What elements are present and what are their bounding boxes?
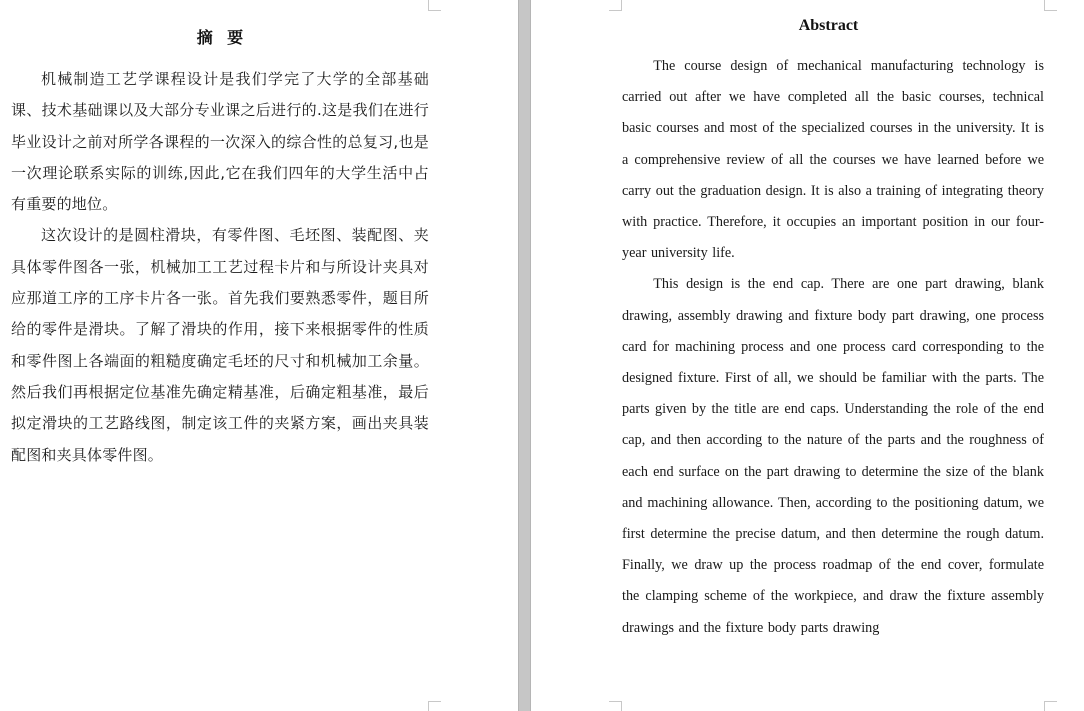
crop-mark-top-left: [609, 0, 622, 11]
crop-mark-bottom-right: [428, 701, 441, 711]
chinese-paragraph-2: 这次设计的是圆柱滑块，有零件图、毛坯图、装配图、夹具体零件图各一张，机械加工工艺过程卡片和与所设计夹具对应那道工序的工序卡片各一张。首先我们要熟悉零件，题目所给的零件是滑块。了解了滑块的作用，接下来根据零件的性质和零件图上各端面的粗糙度确定毛坯的尺寸和机械加工余量。然后我们再根据定位基准先确定精基准，后确定粗基准，最后拟定滑块的工艺路线图，制定该工件的夹紧方案，画出夹具装配图和夹具体零件图。: [11, 226, 429, 464]
chinese-abstract-body: [11, 64, 429, 471]
page-separator-edge-left: [518, 0, 519, 711]
page-english-abstract: [531, 0, 1084, 711]
english-abstract-body: [622, 51, 1044, 644]
english-paragraph-1: The course design of mechanical manufacturing technology is carried out after we have completed all the basic courses, technical basic courses and most of the specialized courses in the university. It is a comprehensive review of all the courses we have learned before we carry out the graduation design. It is also a training of integrating theory with practice. Therefore, it occupies an important position in our four-year university life.: [622, 58, 1044, 262]
crop-mark-top-right: [428, 0, 441, 11]
crop-mark-top-right: [1044, 0, 1057, 11]
english-paragraph-2: This design is the end cap. There are one part drawing, blank drawing, assembly drawing and fixture body part drawing, one process card for machining process and one process card corresponding to the designed fixture. First of all, we should be familiar with the parts. The parts given by the title are end caps. Understanding the role of the end cap, and then according to the nature of the parts and the roughness of each end surface on the part drawing to determine the size of the blank and machining allowance. Then, according to the positioning datum, we first determine the precise datum, and then determine the rough datum. Finally, we draw up the process roadmap of the end cover, formulate the clamping scheme of the workpiece, and draw the fixture assembly drawings and the fixture body parts drawing: [622, 276, 1044, 636]
chinese-abstract-title: 摘要: [196, 28, 258, 47]
page-chinese-abstract: [0, 0, 518, 711]
page-separator: [518, 0, 531, 711]
chinese-paragraph-1: 机械制造工艺学课程设计是我们学完了大学的全部基础课、技术基础课以及大部分专业课之后进行的.这是我们在进行毕业设计之前对所学各课程的一次深入的综合性的总复习,也是一次理论联系实际的训练,因此,它在我们四年的大学生活中占有重要的地位。: [11, 70, 429, 214]
crop-mark-bottom-right: [1044, 701, 1057, 711]
crop-mark-bottom-left: [609, 701, 622, 711]
english-abstract-title: Abstract: [798, 17, 859, 34]
